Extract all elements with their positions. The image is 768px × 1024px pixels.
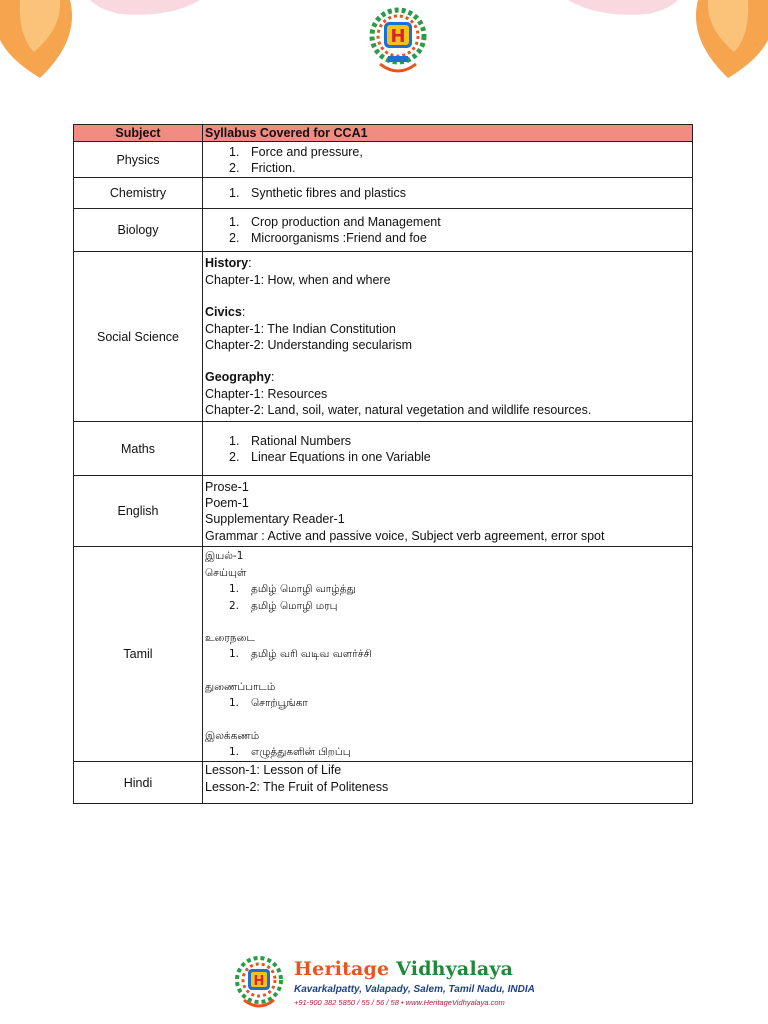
subject-cell: Biology bbox=[74, 209, 203, 252]
list-item: 2. Microorganisms :Friend and foe bbox=[229, 231, 427, 246]
syllabus-line: Prose-1 bbox=[205, 479, 249, 494]
list-item: 2. தமிழ் மொழி மரபு bbox=[229, 599, 338, 612]
subject-cell: English bbox=[74, 476, 203, 547]
school-address: Kavarkalpatty, Valapady, Salem, Tamil Nadu, INDIA bbox=[294, 984, 535, 995]
chapter-line: Chapter-1: The Indian Constitution bbox=[205, 321, 396, 336]
section-supplementary: துணைப்பாடம் bbox=[205, 680, 276, 693]
syllabus-line: Lesson-1: Lesson of Life bbox=[205, 763, 342, 778]
subject-cell: Hindi bbox=[74, 762, 203, 804]
subject-cell: Tamil bbox=[74, 547, 203, 762]
table-header-row bbox=[74, 125, 693, 142]
list-item: 2. Friction. bbox=[229, 160, 296, 175]
table-row-physics bbox=[74, 142, 693, 178]
svg-text:H: H bbox=[253, 974, 265, 989]
syllabus-table bbox=[73, 124, 693, 804]
syllabus-line: Lesson-2: The Fruit of Politeness bbox=[205, 779, 389, 794]
section-grammar: இலக்கணம் bbox=[205, 729, 260, 742]
syllabus-cell bbox=[203, 422, 693, 476]
section-poem: செய்யுள் bbox=[205, 566, 247, 579]
table-row-chemistry bbox=[74, 178, 693, 209]
table-row-tamil bbox=[74, 547, 693, 762]
subject-cell: Maths bbox=[74, 422, 203, 476]
list-item: 2. Linear Equations in one Variable bbox=[229, 449, 431, 464]
chapter-line: Chapter-1: Resources bbox=[205, 386, 328, 401]
list-item: 1. சொற்பூங்கா bbox=[229, 697, 308, 710]
table-row-biology bbox=[74, 209, 693, 252]
unit-title: இயல்-1 bbox=[205, 550, 244, 563]
footer-emblem-logo bbox=[228, 952, 290, 1012]
section-history: History: bbox=[205, 256, 252, 271]
corner-decoration-right bbox=[568, 0, 768, 80]
svg-text:H: H bbox=[390, 26, 406, 47]
chapter-line: Chapter-2: Understanding secularism bbox=[205, 337, 413, 352]
chapter-line: Chapter-2: Land, soil, water, natural vegetation and wildlife resources. bbox=[205, 403, 592, 418]
list-item: 1. தமிழ் வரி வடிவ வளர்ச்சி bbox=[229, 648, 372, 661]
subject-cell: Physics bbox=[74, 142, 203, 178]
chapter-line: Chapter-1: How, when and where bbox=[205, 272, 391, 287]
school-emblem-logo bbox=[358, 4, 438, 80]
subject-cell: Social Science bbox=[74, 252, 203, 422]
section-prose: உரைநடை bbox=[205, 632, 255, 644]
syllabus-cell bbox=[203, 252, 693, 422]
school-name: Heritage Vidhyalaya bbox=[294, 958, 514, 980]
list-item: 1. Rational Numbers bbox=[229, 433, 352, 448]
syllabus-cell bbox=[203, 476, 693, 547]
subject-cell: Chemistry bbox=[74, 178, 203, 209]
list-item: 1. தமிழ் மொழி வாழ்த்து bbox=[229, 583, 356, 596]
table-row-maths bbox=[74, 422, 693, 476]
syllabus-cell bbox=[203, 178, 693, 209]
syllabus-cell bbox=[203, 762, 693, 804]
table-row-hindi bbox=[74, 762, 693, 804]
list-item: 1. Synthetic fibres and plastics bbox=[229, 186, 406, 201]
header-subject: Subject bbox=[74, 125, 203, 142]
corner-decoration-left bbox=[0, 0, 200, 80]
syllabus-line: Grammar : Active and passive voice, Subject verb agreement, error spot bbox=[205, 528, 605, 543]
syllabus-cell bbox=[203, 209, 693, 252]
footer-branding bbox=[228, 952, 548, 1012]
syllabus-cell bbox=[203, 142, 693, 178]
syllabus-line: Supplementary Reader-1 bbox=[205, 512, 345, 527]
table-row-social-science bbox=[74, 252, 693, 422]
list-item: 1. எழுத்துகளின் பிறப்பு bbox=[229, 746, 351, 759]
syllabus-cell bbox=[203, 547, 693, 762]
syllabus-line: Poem-1 bbox=[205, 496, 249, 510]
list-item: 1. Crop production and Management bbox=[229, 215, 441, 229]
header-syllabus: Syllabus Covered for CCA1 bbox=[203, 125, 693, 142]
table-row-english bbox=[74, 476, 693, 547]
section-geography: Geography: bbox=[205, 370, 275, 385]
school-contact: +91-900 382 5850 / 55 / 56 / 58 • www.HeritageVidhyalaya.com bbox=[294, 998, 505, 1007]
list-item: 1. Force and pressure, bbox=[229, 144, 363, 159]
section-civics: Civics: bbox=[205, 305, 246, 320]
